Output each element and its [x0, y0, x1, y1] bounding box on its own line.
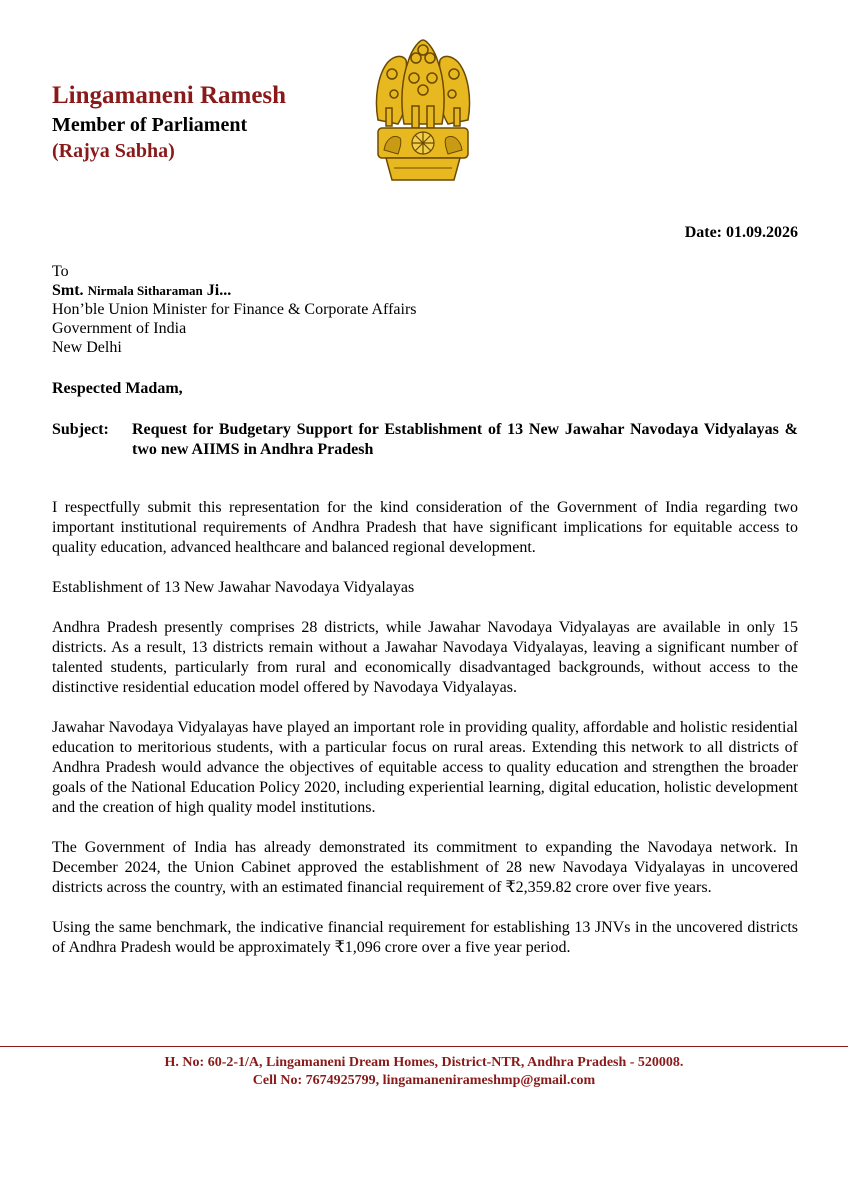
- letterhead-name: Lingamaneni Ramesh: [52, 82, 287, 109]
- national-emblem-icon: [364, 28, 482, 188]
- subject-label: Subject:: [52, 421, 109, 438]
- body-paragraph-3: Jawahar Navodaya Vidyalayas have played an important role in providing quality, affordable and holistic residential education to meritorious students, with a particular focus on rural areas. Extending this network to all districts of Andhra Pradesh would advance the objectives of equitable access to quality education and strengthen the broader goals of the National Education Policy 2020, including experiential learning, digital education, holistic development and the creation of high quality model institutions.: [52, 719, 798, 816]
- recipient-designation: Hon’ble Union Minister for Finance & Corporate Affairs: [52, 301, 417, 318]
- body-paragraph-4: The Government of India has already demonstrated its commitment to expanding the Navodaya network. In December 2024, the Union Cabinet approved the establishment of 28 new Navodaya Vidyalayas in uncovered districts across the country, with an estimated financial requirement of ₹2,359.82 crore over five years.: [52, 839, 798, 896]
- letter-body: [52, 498, 798, 978]
- recipient-suffix: Ji...: [206, 282, 232, 299]
- recipient-city: New Delhi: [52, 339, 122, 356]
- letter-date: Date: 01.09.2026: [684, 224, 798, 241]
- salutation: Respected Madam,: [52, 380, 183, 397]
- footer: [0, 1054, 848, 1090]
- recipient-name-line: [52, 281, 792, 300]
- recipient-prefix: Smt.: [52, 282, 84, 299]
- subject-text: Request for Budgetary Support for Establishment of 13 New Jawahar Navodaya Vidyalayas & two new AIIMS in Andhra Pradesh: [132, 421, 798, 458]
- address-to: To: [52, 263, 69, 280]
- body-paragraph-5: Using the same benchmark, the indicative financial requirement for establishing 13 JNVs in the uncovered districts of Andhra Pradesh would be approximately ₹1,096 crore over a five year period.: [52, 919, 798, 956]
- body-paragraph-1: I respectfully submit this representation for the kind consideration of the Government of India regarding two important institutional requirements of Andhra Pradesh that have significant implications for equitable access to quality education, advanced healthcare and balanced regional development.: [52, 499, 798, 556]
- recipient-address: [52, 262, 792, 357]
- footer-address: H. No: 60-2-1/A, Lingamaneni Dream Homes, District-NTR, Andhra Pradesh - 520008.: [164, 1055, 684, 1070]
- footer-divider: [0, 1046, 848, 1047]
- recipient-name: Nirmala Sitharaman: [87, 283, 203, 298]
- body-paragraph-2: Andhra Pradesh presently comprises 28 districts, while Jawahar Navodaya Vidyalayas are available in only 15 districts. As a result, 13 districts remain without a Jawahar Navodaya Vidyalayas, leaving a significant number of talented students, particularly from rural and economically disadvantaged backgrounds, without access to the distinctive residential education model offered by Navodaya Vidyalayas.: [52, 619, 798, 696]
- footer-contact: Cell No: 7674925799, lingamanenirameshmp@gmail.com: [252, 1073, 596, 1088]
- letterhead-title: Member of Parliament: [52, 114, 248, 136]
- subject-line: [52, 420, 798, 460]
- letterhead-house: (Rajya Sabha): [52, 140, 175, 162]
- section-heading: Establishment of 13 New Jawahar Navodaya Vidyalayas: [52, 579, 415, 596]
- recipient-org: Government of India: [52, 320, 187, 337]
